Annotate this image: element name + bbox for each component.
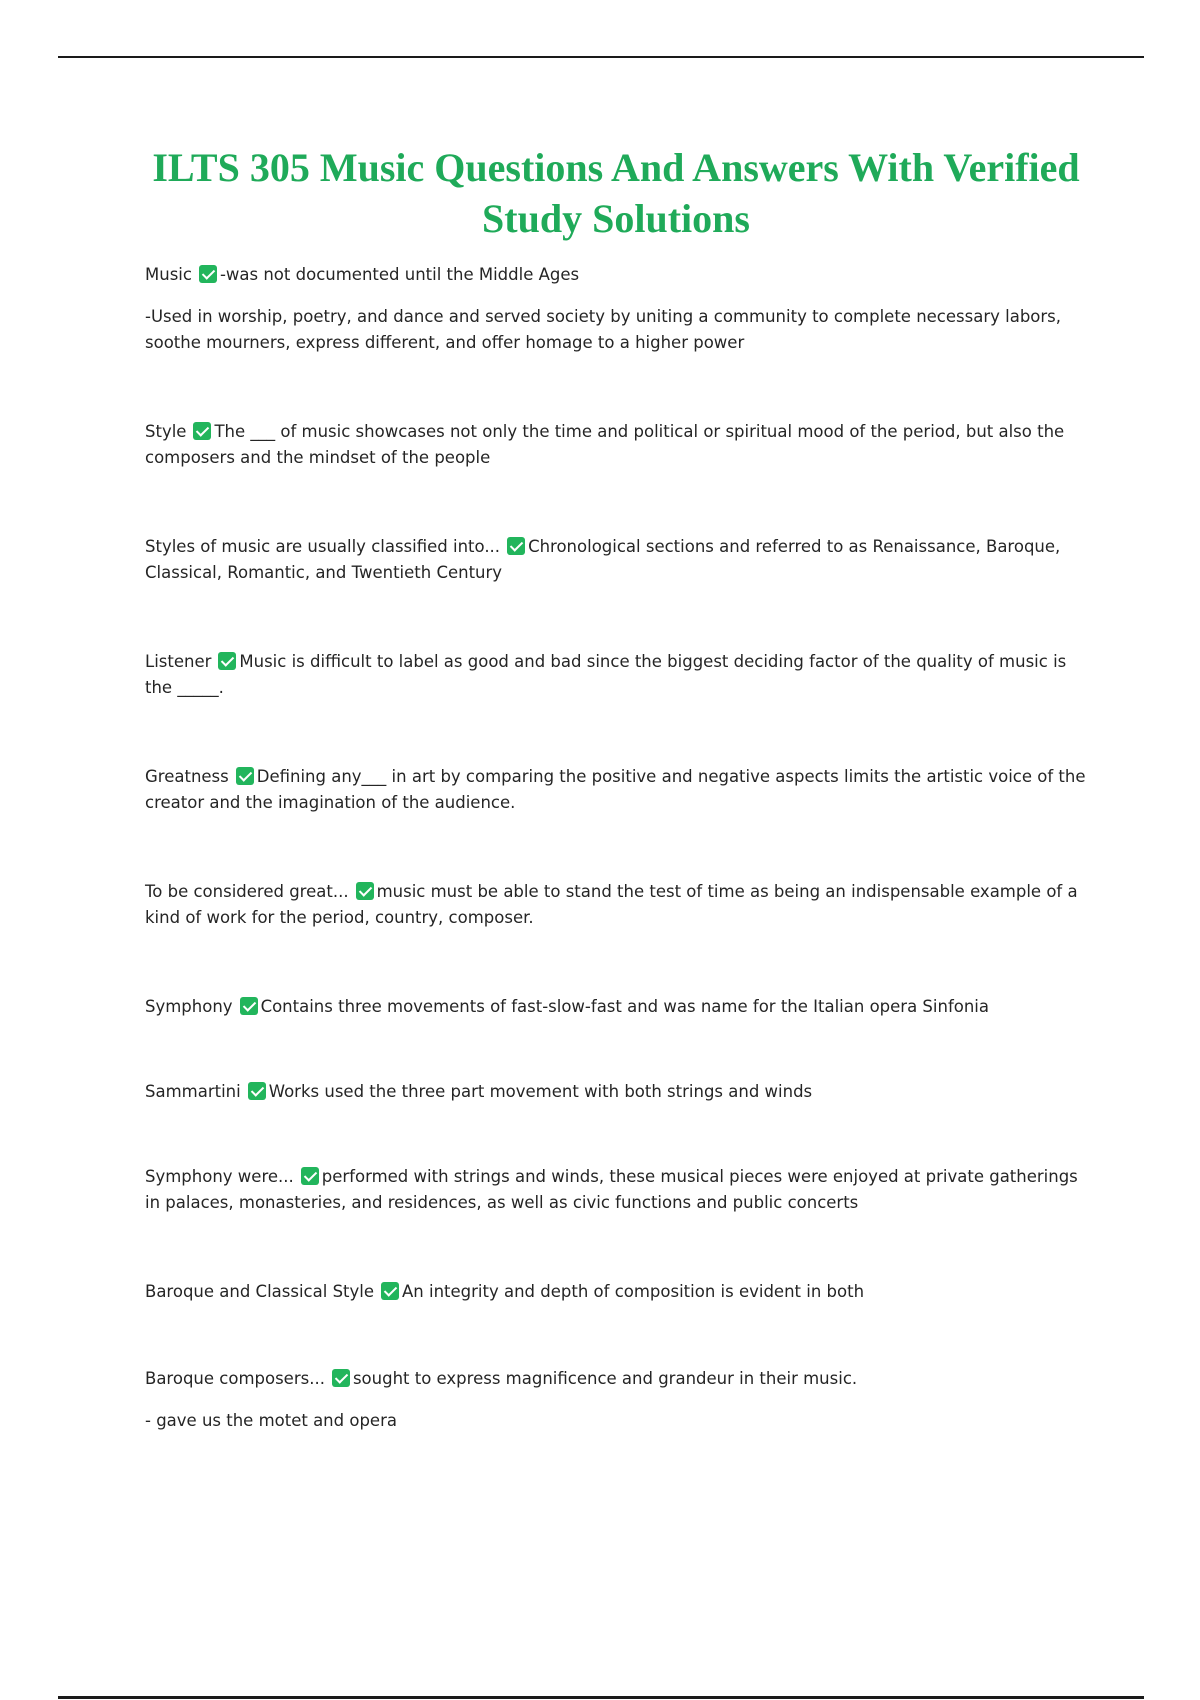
entry-answer: Chronological sections and referred to as Renaissance, Baroque, Classical, Romantic, and Twentieth Century <box>145 537 1061 582</box>
check-box-icon <box>507 537 525 555</box>
entry-term: Baroque composers... <box>145 1369 325 1388</box>
check-box-icon <box>193 422 211 440</box>
entry-extra: -Used in worship, poetry, and dance and served society by uniting a community to complete necessary labors, soothe mourners, express different, and offer homage to a higher power <box>145 307 1062 352</box>
flashcard-entry <box>145 764 1095 816</box>
header-rule <box>58 56 1144 58</box>
flashcard-entry <box>145 649 1095 701</box>
flashcard-entry <box>145 994 1095 1020</box>
check-box-icon <box>248 1082 266 1100</box>
entry-answer: Contains three movements of fast-slow-fast and was name for the Italian opera Sinfonia <box>260 997 990 1016</box>
entry-term: Symphony were... <box>145 1167 294 1186</box>
entry-term: Style <box>145 422 187 441</box>
entry-answer: The ___ of music showcases not only the time and political or spiritual mood of the period, but also the composers and the mindset of the people <box>145 422 1065 467</box>
entry-term: Styles of music are usually classified into... <box>145 537 501 556</box>
check-box-icon <box>301 1167 319 1185</box>
check-box-icon <box>199 265 217 283</box>
entry-term: Listener <box>145 652 212 671</box>
flashcard-entry <box>145 1366 1095 1434</box>
flashcard-entry <box>145 262 1095 356</box>
flashcard-entry <box>145 534 1095 586</box>
flashcard-entry <box>145 1164 1095 1216</box>
entry-answer: music must be able to stand the test of time as being an indispensable example of a kind of work for the period, country, composer. <box>145 882 1078 927</box>
entry-term: Music <box>145 265 192 284</box>
entry-term: To be considered great... <box>145 882 349 901</box>
entry-extra: - gave us the motet and opera <box>145 1411 397 1430</box>
check-box-icon <box>218 652 236 670</box>
flashcard-entry <box>145 1279 1095 1305</box>
footer-rule <box>58 1696 1144 1699</box>
check-box-icon <box>236 767 254 785</box>
entry-answer: Defining any___ in art by comparing the positive and negative aspects limits the artistic voice of the creator and the imagination of the audience. <box>145 767 1086 812</box>
entry-answer: -was not documented until the Middle Ages <box>219 265 580 284</box>
entry-term: Greatness <box>145 767 229 786</box>
entry-answer: sought to express magnificence and grandeur in their music. <box>352 1369 858 1388</box>
flashcard-entry <box>145 419 1095 471</box>
flashcard-entry <box>145 1079 1095 1105</box>
entry-term: Sammartini <box>145 1082 241 1101</box>
check-box-icon <box>356 882 374 900</box>
flashcard-entry <box>145 879 1095 931</box>
check-box-icon <box>332 1369 350 1387</box>
entry-answer: Music is difficult to label as good and bad since the biggest deciding factor of the quality of music is the _____. <box>145 652 1067 697</box>
entry-answer: An integrity and depth of composition is evident in both <box>402 1282 865 1301</box>
document-title: ILTS 305 Music Questions And Answers With Verified Study Solutions <box>152 145 1080 241</box>
entry-term: Symphony <box>145 997 233 1016</box>
entry-answer: Works used the three part movement with both strings and winds <box>268 1082 813 1101</box>
check-box-icon <box>381 1282 399 1300</box>
flashcard-list <box>145 262 1095 1434</box>
check-box-icon <box>240 997 258 1015</box>
entry-term: Baroque and Classical Style <box>145 1282 375 1301</box>
entry-answer: performed with strings and winds, these musical pieces were enjoyed at private gatherings in palaces, monasteries, and residences, as well as civic functions and public concerts <box>145 1167 1078 1212</box>
